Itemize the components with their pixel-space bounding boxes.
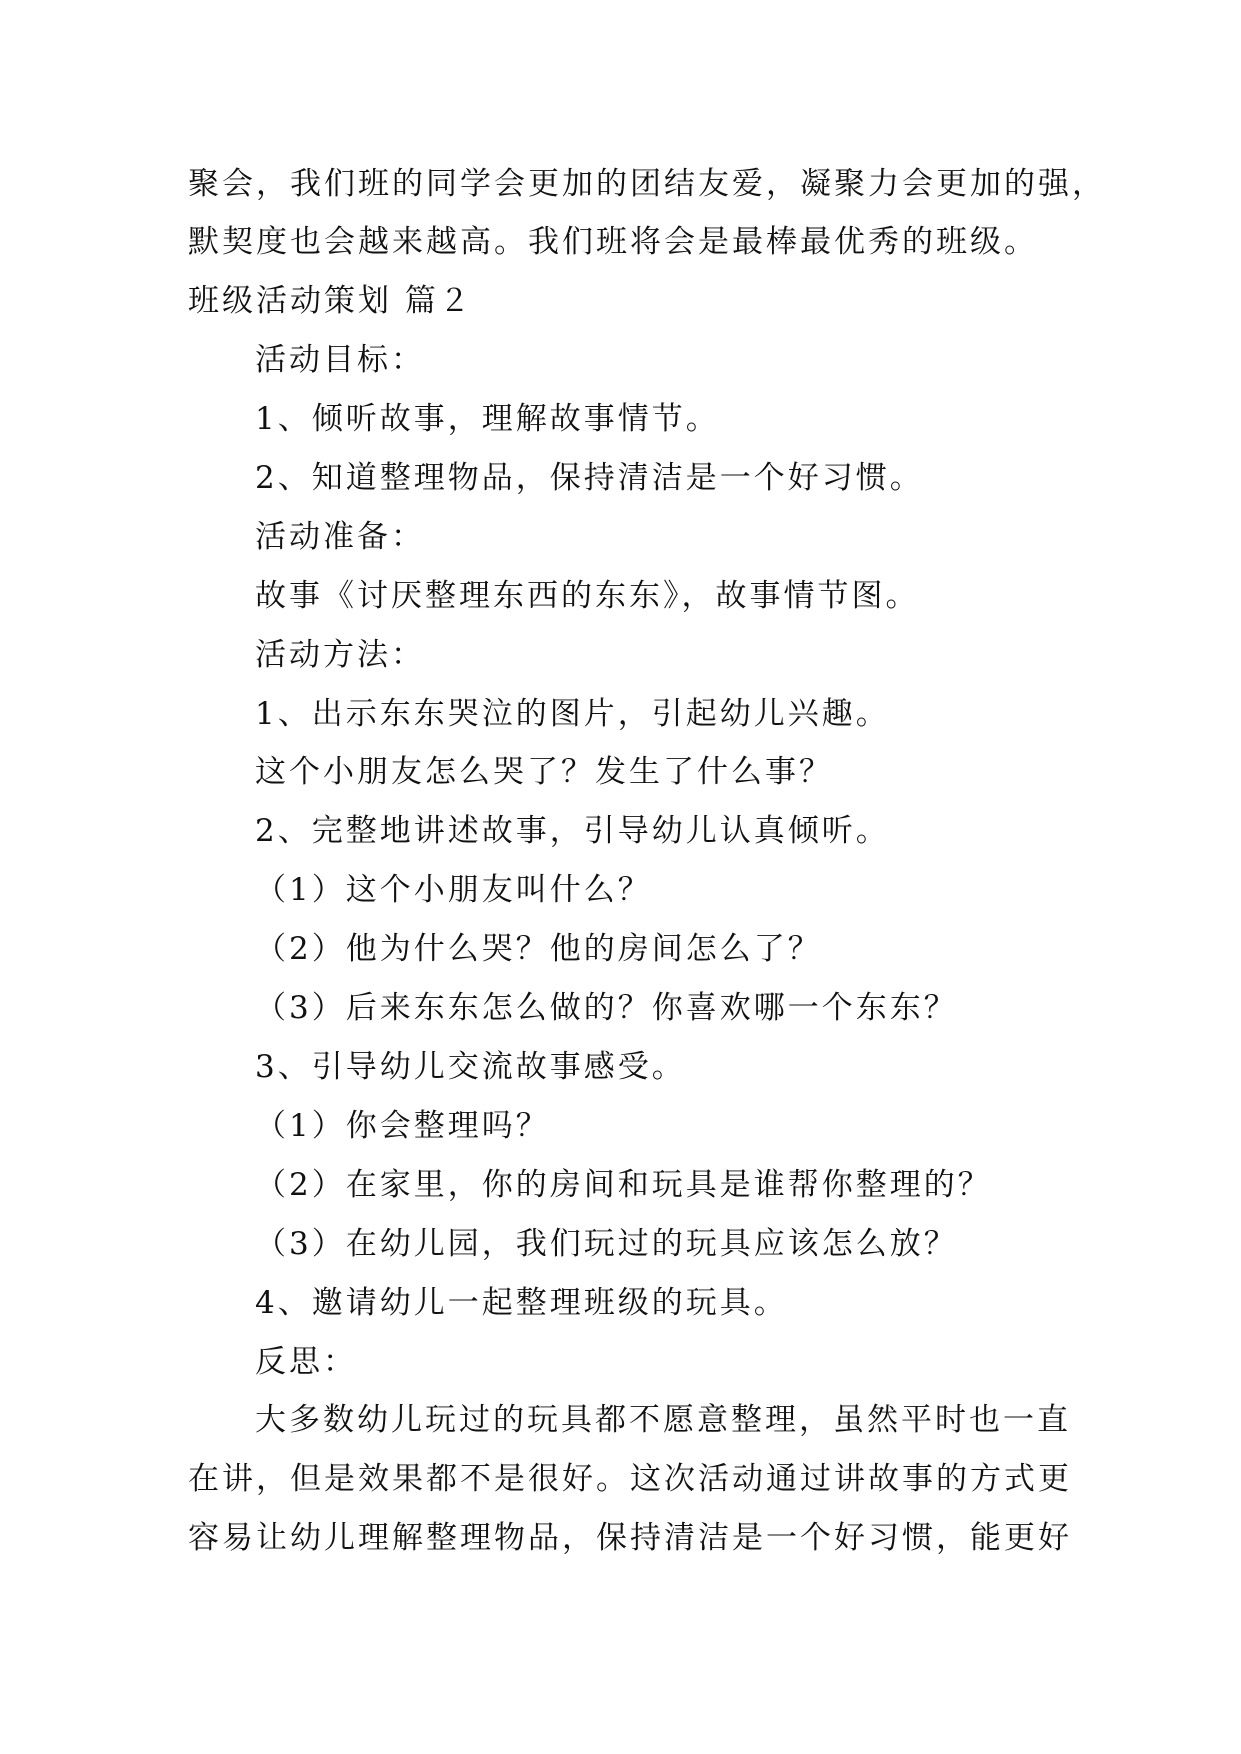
sub-item: （2）他为什么哭？他的房间怎么了？ — [255, 931, 822, 967]
list-item: 4、邀请幼儿一起整理班级的玩具。 — [255, 1285, 788, 1321]
paragraph-line: 容易让幼儿理解整理物品，保持清洁是一个好习惯，能更好 — [188, 1520, 1072, 1556]
sub-item: （1）这个小朋友叫什么？ — [255, 872, 652, 908]
list-item: 1、出示东东哭泣的图片，引起幼儿兴趣。 — [255, 696, 890, 732]
sub-item: （3）在幼儿园，我们玩过的玩具应该怎么放？ — [255, 1226, 958, 1262]
sub-item: （3）后来东东怎么做的？你喜欢哪一个东东？ — [255, 990, 958, 1026]
list-item: 3、引导幼儿交流故事感受。 — [255, 1049, 686, 1085]
paragraph-line: 故事《讨厌整理东西的东东》，故事情节图。 — [255, 578, 920, 614]
paragraph-line: 大多数幼儿玩过的玩具都不愿意整理，虽然平时也一直 — [255, 1402, 1071, 1438]
heading-reflection: 反思： — [255, 1344, 357, 1380]
paragraph-line: 聚会，我们班的同学会更加的团结友爱，凝聚力会更加的强， — [188, 166, 1106, 202]
paragraph-line: 在讲，但是效果都不是很好。这次活动通过讲故事的方式更 — [188, 1461, 1072, 1497]
sub-item: （2）在家里，你的房间和玩具是谁帮你整理的？ — [255, 1167, 992, 1203]
list-item: 1、倾听故事，理解故事情节。 — [255, 401, 720, 437]
list-item: 2、知道整理物品，保持清洁是一个好习惯。 — [255, 460, 924, 496]
paragraph-line: 这个小朋友怎么哭了？发生了什么事？ — [255, 754, 833, 790]
heading-goals: 活动目标： — [255, 342, 425, 378]
sub-item: （1）你会整理吗？ — [255, 1108, 550, 1144]
list-item: 2、完整地讲述故事，引导幼儿认真倾听。 — [255, 813, 890, 849]
heading-method: 活动方法： — [255, 637, 425, 673]
heading-preparation: 活动准备： — [255, 519, 425, 555]
paragraph-line: 默契度也会越来越高。我们班将会是最棒最优秀的班级。 — [188, 224, 1038, 260]
section-title: 班级活动策划 篇２ — [188, 283, 473, 319]
